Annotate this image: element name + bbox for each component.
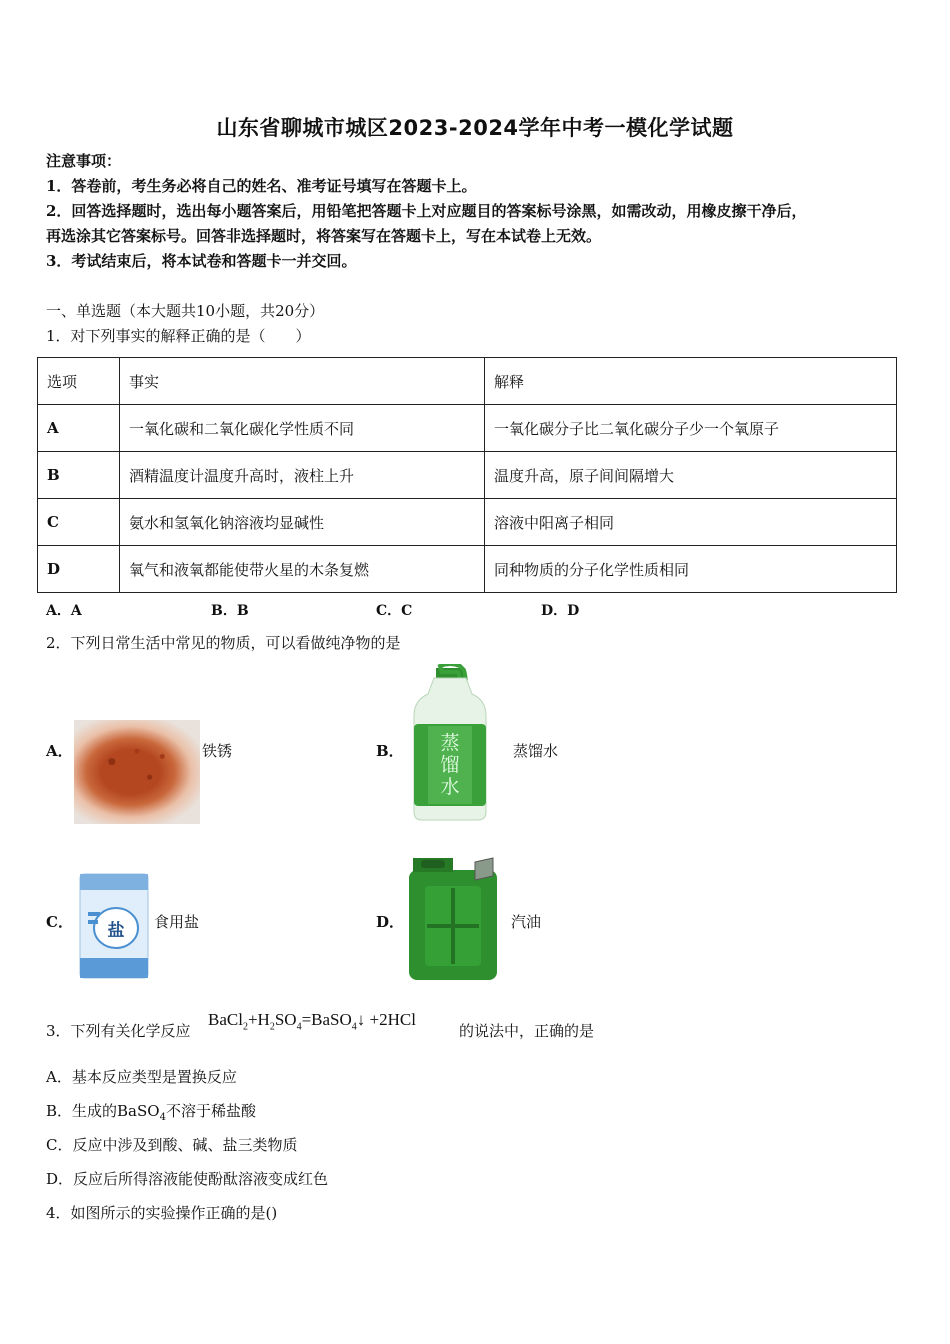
header-cell-explanation: 解释 [485, 358, 897, 405]
notes-item-1: 1．答卷前，考生务必将自己的姓名、准考证号填写在答题卡上。 [46, 177, 477, 195]
bottle-label-char: 水 [440, 776, 460, 798]
q1-option-c[interactable]: C．C [376, 603, 413, 619]
fact-cell: 氨水和氢氧化钠溶液均显碱性 [120, 499, 485, 546]
table-salt-bag-image [78, 872, 150, 980]
table-row [38, 405, 897, 452]
jerry-can-icon [403, 852, 503, 984]
q1-option-a[interactable]: A．A [46, 603, 82, 619]
section-heading: 一、单选题（本大题共10小题，共20分） [46, 302, 325, 320]
fact-cell: 一氧化碳和二氧化碳化学性质不同 [120, 405, 485, 452]
gasoline-can-image [403, 852, 503, 984]
q1-option-b[interactable]: B．B [211, 603, 249, 619]
option-cell: B [38, 452, 120, 499]
table-row [38, 452, 897, 499]
q1-options [46, 600, 579, 620]
fact-cell: 酒精温度计温度升高时，液柱上升 [120, 452, 485, 499]
explanation-cell: 一氧化碳分子比二氧化碳分子少一个氧原子 [485, 405, 897, 452]
exam-title: 山东省聊城市城区2023-2024学年中考一模化学试题 [216, 116, 734, 140]
explanation-cell: 溶液中阳离子相同 [485, 499, 897, 546]
salt-bag-label: 盐 [107, 921, 125, 941]
notes-item-3: 3．考试结束后，将本试卷和答题卡一并交回。 [46, 252, 357, 270]
option-cell: C [38, 499, 120, 546]
header-cell-option: 选项 [38, 358, 120, 405]
q2-option-b-letter[interactable]: B． [376, 742, 404, 760]
notes-item-2-line-1: 2．回答选择题时，选出每小题答案后，用铅笔把答题卡上对应题目的答案标号涂黑，如需改动，用橡皮擦干净后， [46, 202, 807, 220]
q3-stem-post: 的说法中，正确的是 [459, 1022, 595, 1040]
q3-option-b[interactable]: B．生成的BaSO$_4$不溶于稀盐酸 [46, 1102, 256, 1123]
bottle-label-char: 蒸 [440, 732, 460, 754]
fact-cell: 氧气和液氧都能使带火星的木条复燃 [120, 546, 485, 593]
q2-option-a-letter[interactable]: A． [46, 742, 73, 760]
table-header-row [38, 358, 897, 405]
explanation-cell: 温度升高，原子间间隔增大 [485, 452, 897, 499]
option-cell: A [38, 405, 120, 452]
q3-option-c[interactable]: C．反应中涉及到酸、碱、盐三类物质 [46, 1136, 298, 1154]
q3-equation: $BaCl_2+H_2SO_4=BaSO_4↓ +2HCl$ [208, 1010, 416, 1033]
explanation-cell: 同种物质的分子化学性质相同 [485, 546, 897, 593]
q2-option-c-letter[interactable]: C． [46, 913, 73, 931]
q3-stem-pre: 3．下列有关化学反应 [46, 1022, 191, 1040]
q2-option-b-text: 蒸馏水 [513, 742, 559, 760]
iron-rust-image [74, 720, 200, 824]
distilled-water-bottle-image [410, 664, 490, 824]
q3-option-a[interactable]: A．基本反应类型是置换反应 [46, 1068, 237, 1086]
q1-option-d[interactable]: D．D [541, 603, 580, 619]
table-row [38, 546, 897, 593]
header-cell-fact: 事实 [120, 358, 485, 405]
q2-option-d-letter[interactable]: D． [376, 913, 405, 931]
option-cell: D [38, 546, 120, 593]
q2-option-d-text: 汽油 [511, 913, 542, 931]
q1-stem: 1．对下列事实的解释正确的是（ ） [46, 327, 311, 345]
q2-stem: 2．下列日常生活中常见的物质，可以看做纯净物的是 [46, 634, 401, 652]
notes-item-2-line-2: 再选涂其它答案标号。回答非选择题时，将答案写在答题卡上，写在本试卷上无效。 [46, 227, 602, 245]
q3-option-d[interactable]: D．反应后所得溶液能使酚酞溶液变成红色 [46, 1170, 329, 1188]
q4-stem: 4．如图所示的实验操作正确的是() [46, 1204, 278, 1222]
q2-option-a-text: 铁锈 [202, 742, 233, 760]
bottle-label-char: 馏 [440, 754, 460, 776]
q1-table [37, 357, 897, 593]
notes-heading: 注意事项： [46, 152, 122, 170]
q2-option-c-text: 食用盐 [154, 913, 200, 931]
table-row [38, 499, 897, 546]
